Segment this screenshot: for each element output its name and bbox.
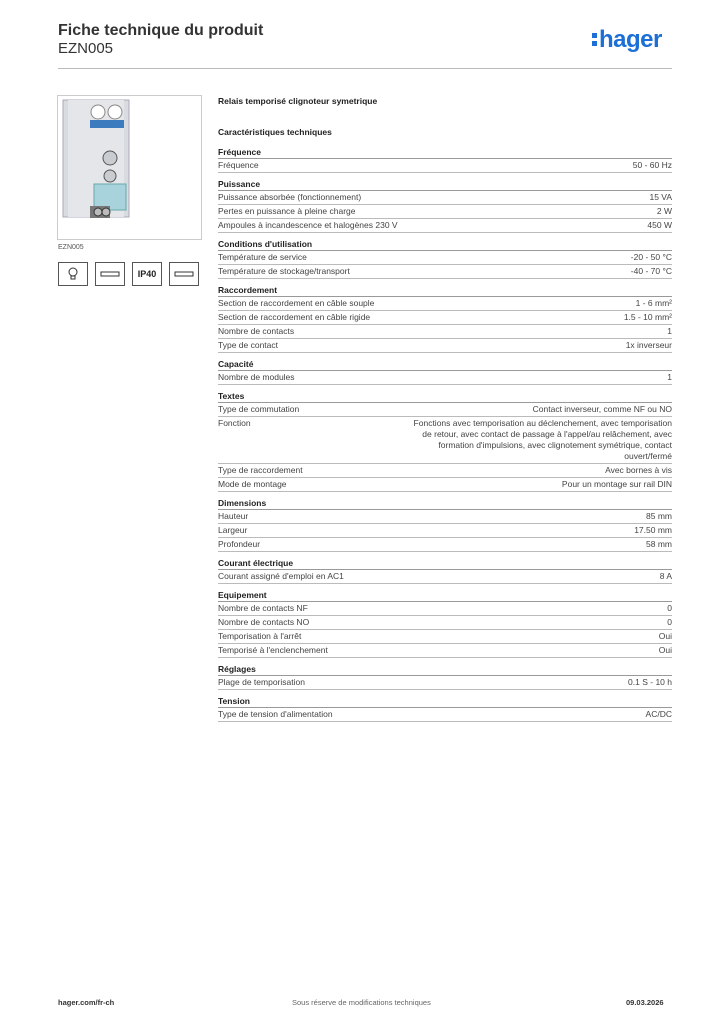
spec-value: 1.5 - 10 mm² — [623, 312, 672, 322]
spec-value: 15 VA — [649, 192, 672, 202]
section-title: Textes — [218, 390, 672, 403]
spec-value: 1 — [667, 372, 672, 382]
spec-row — [218, 644, 672, 658]
spec-value: -20 - 50 °C — [630, 252, 672, 262]
section-title: Conditions d'utilisation — [218, 238, 672, 251]
spec-label: Fréquence — [218, 160, 259, 170]
spec-value: 0 — [667, 617, 672, 627]
spec-label: Plage de temporisation — [218, 677, 305, 687]
spec-label: Nombre de contacts NO — [218, 617, 310, 627]
spec-row — [218, 676, 672, 690]
spec-value: 0 — [667, 603, 672, 613]
spec-content — [218, 96, 672, 722]
spec-row — [218, 630, 672, 644]
spec-value: 17.50 mm — [634, 525, 672, 535]
spec-label: Fonction — [218, 418, 251, 428]
logo-text: hager — [599, 26, 662, 53]
spec-value: Contact inverseur, comme NF ou NO — [532, 404, 672, 414]
section-title: Tension — [218, 695, 672, 708]
spec-row — [218, 371, 672, 385]
spec-label: Mode de montage — [218, 479, 287, 489]
spec-section — [218, 557, 672, 584]
spec-label: Puissance absorbée (fonctionnement) — [218, 192, 362, 202]
spec-section — [218, 695, 672, 722]
feature-badges — [58, 262, 199, 286]
spec-label: Température de stockage/transport — [218, 266, 350, 276]
spec-label: Type de tension d'alimentation — [218, 709, 333, 719]
bulb-icon — [58, 262, 88, 286]
spec-value: 2 W — [656, 206, 672, 216]
product-code: EZN005 — [58, 40, 114, 57]
section-title: Réglages — [218, 663, 672, 676]
spec-row — [218, 191, 672, 205]
spec-row — [218, 205, 672, 219]
section-title: Raccordement — [218, 284, 672, 297]
spec-row — [218, 538, 672, 552]
footer-date: 09.03.2026 — [626, 998, 664, 1007]
spec-sections — [218, 146, 672, 722]
header-divider — [58, 68, 672, 69]
spec-label: Nombre de contacts — [218, 326, 295, 336]
spec-label: Type de commutation — [218, 404, 300, 414]
spec-section — [218, 663, 672, 690]
spec-value: 1x inverseur — [625, 340, 672, 350]
spec-row — [218, 339, 672, 353]
spec-label: Type de raccordement — [218, 465, 303, 475]
spec-section — [218, 589, 672, 658]
spec-value: 50 - 60 Hz — [632, 160, 672, 170]
section-title: Courant électrique — [218, 557, 672, 570]
spec-value: Pour un montage sur rail DIN — [561, 479, 672, 489]
spec-value: AC/DC — [645, 709, 672, 719]
spec-label: Section de raccordement en câble souple — [218, 298, 375, 308]
spec-row — [218, 464, 672, 478]
spec-value: Oui — [658, 631, 672, 641]
rail-icon — [95, 262, 125, 286]
spec-row — [218, 417, 672, 464]
spec-value: Avec bornes à vis — [605, 465, 672, 475]
spec-row — [218, 616, 672, 630]
spec-value: -40 - 70 °C — [630, 266, 672, 276]
spec-label: Température de service — [218, 252, 307, 262]
spec-label: Largeur — [218, 525, 248, 535]
spec-row — [218, 219, 672, 233]
footer-disclaimer: Sous réserve de modifications techniques — [292, 998, 431, 1007]
spec-row — [218, 265, 672, 279]
spec-section — [218, 146, 672, 173]
spec-label: Type de contact — [218, 340, 279, 350]
product-description: Relais temporisé clignoteur symetrique — [218, 96, 378, 106]
spec-row — [218, 403, 672, 417]
spec-section — [218, 497, 672, 552]
spec-label: Temporisé à l'enclenchement — [218, 645, 328, 655]
spec-row — [218, 159, 672, 173]
section-title: Capacité — [218, 358, 672, 371]
spec-label: Profondeur — [218, 539, 261, 549]
spec-label: Nombre de modules — [218, 372, 295, 382]
product-image — [57, 95, 202, 240]
spec-label: Pertes en puissance à pleine charge — [218, 206, 356, 216]
section-title: Puissance — [218, 178, 672, 191]
spec-row — [218, 478, 672, 492]
spec-row — [218, 510, 672, 524]
spec-value: 1 — [667, 326, 672, 336]
section-title: Dimensions — [218, 497, 672, 510]
spec-value: Fonctions avec temporisation au déclenchement, avec temporisation de retour, avec contact de passage à l'appel/au relâchement, avec formation d'impulsions, avec clignotement symétrique, contact ouvert/fermé — [413, 418, 672, 461]
section-title: Equipement — [218, 589, 672, 602]
spec-value: 8 A — [659, 571, 672, 581]
spec-value: 450 W — [647, 220, 672, 230]
spec-label: Courant assigné d'emploi en AC1 — [218, 571, 344, 581]
rail-icon — [169, 262, 199, 286]
spec-section — [218, 284, 672, 353]
spec-row — [218, 524, 672, 538]
ip40-badge: IP40 — [132, 262, 162, 286]
spec-row — [218, 570, 672, 584]
spec-label: Section de raccordement en câble rigide — [218, 312, 371, 322]
hager-logo — [592, 26, 662, 54]
spec-row — [218, 325, 672, 339]
image-caption: EZN005 — [58, 244, 84, 251]
spec-value: 0.1 S - 10 h — [628, 677, 672, 687]
page-title: Fiche technique du produit — [58, 22, 264, 39]
spec-value: 58 mm — [646, 539, 672, 549]
spec-label: Temporisation à l'arrêt — [218, 631, 302, 641]
spec-value: Oui — [658, 645, 672, 655]
section-title: Fréquence — [218, 146, 672, 159]
spec-value: 85 mm — [646, 511, 672, 521]
spec-label: Nombre de contacts NF — [218, 603, 308, 613]
spec-section — [218, 238, 672, 279]
spec-row — [218, 602, 672, 616]
footer-website: hager.com/fr-ch — [58, 998, 115, 1007]
spec-section — [218, 358, 672, 385]
spec-label: Hauteur — [218, 511, 249, 521]
spec-section — [218, 178, 672, 233]
spec-section — [218, 390, 672, 492]
spec-row — [218, 311, 672, 325]
spec-row — [218, 708, 672, 722]
spec-row — [218, 297, 672, 311]
spec-label: Ampoules à incandescence et halogènes 230 V — [218, 220, 398, 230]
tech-spec-heading: Caractéristiques techniques — [218, 127, 332, 137]
spec-row — [218, 251, 672, 265]
spec-value: 1 - 6 mm² — [635, 298, 672, 308]
